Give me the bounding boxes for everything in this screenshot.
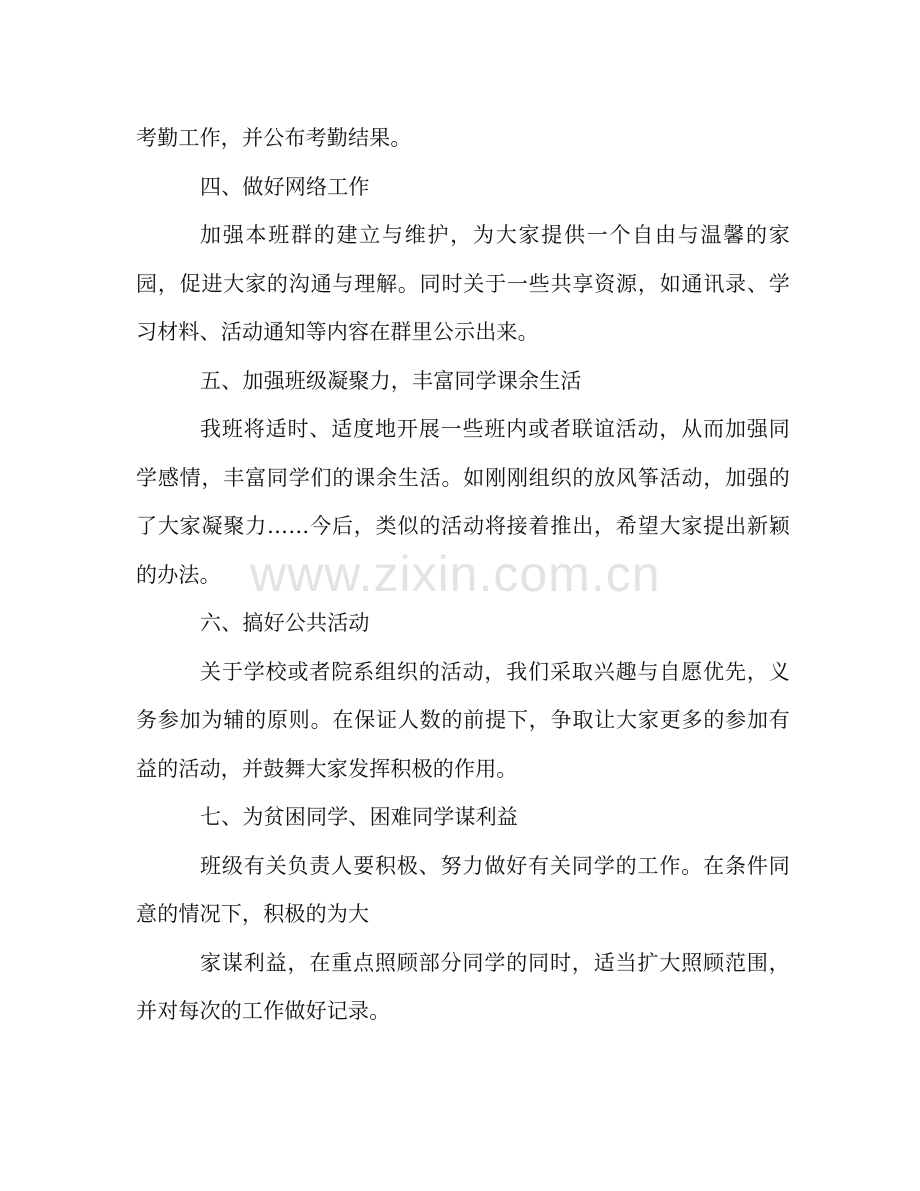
paragraph-student-welfare-part2: 家谋利益，在重点照顾部分同学的同时，适当扩大照顾范围，并对每次的工作做好记录。 [136, 950, 790, 1023]
heading-network-work: 四、做好网络工作 [200, 174, 370, 199]
site-watermark: www.zixin.com.cn [250, 546, 661, 602]
document-body [136, 114, 790, 1036]
paragraph-student-welfare-part1: 班级有关负责人要积极、努力做好有关同学的工作。在条件同意的情况下，积极的为大 [136, 853, 790, 926]
heading-class-cohesion: 五、加强班级凝聚力，丰富同学课余生活 [200, 368, 582, 393]
heading-public-activities: 六、搞好公共活动 [200, 611, 370, 635]
heading-student-welfare: 七、为贫困同学、困难同学谋利益 [200, 805, 518, 829]
paragraph-attendance-continuation: 考勤工作，并公布考勤结果。 [136, 126, 412, 150]
paragraph-class-cohesion: 我班将适时、适度地开展一些班内或者联谊活动，从而加强同学感情，丰富同学们的课余生活。如刚刚组织的放风筝活动，加强的了大家凝聚力……今后，类似的活动将接着推出，希望大家提出新颖的办法。 [136, 417, 790, 587]
paragraph-public-activities: 关于学校或者院系组织的活动，我们采取兴趣与自愿优先，义务参加为辅的原则。在保证人数的前提下，争取让大家更多的参加有益的活动，并鼓舞大家发挥积极的作用。 [136, 659, 790, 781]
paragraph-network-work: 加强本班群的建立与维护，为大家提供一个自由与温馨的家园，促进大家的沟通与理解。同时关于一些共享资源，如通讯录、学习材料、活动通知等内容在群里公示出来。 [136, 223, 790, 344]
